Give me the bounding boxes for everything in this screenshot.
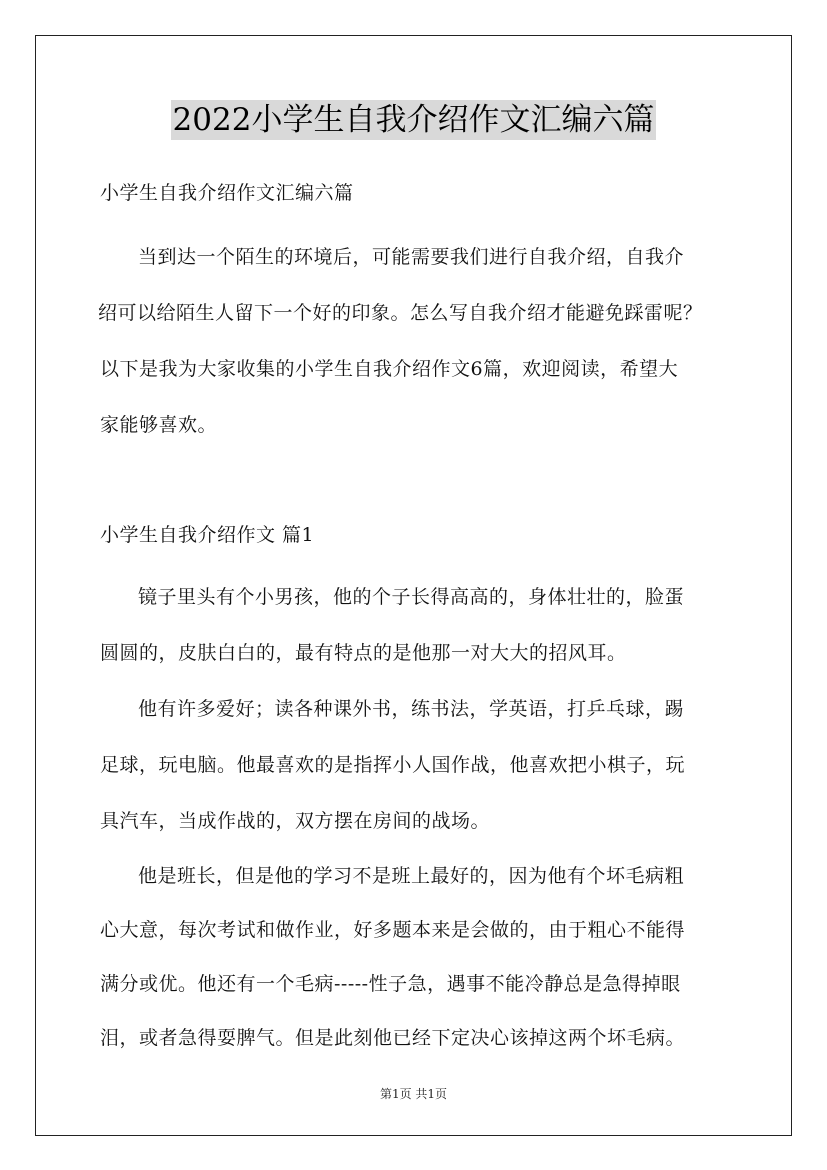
- paragraph-line: 泪，或者急得耍脾气。但是此刻他已经下定决心该掉这两个坏毛病。: [100, 1027, 686, 1049]
- intro-line: 当到达一个陌生的环境后，可能需要我们进行自我介绍，自我介: [138, 246, 685, 268]
- document-subtitle: 小学生自我介绍作文汇编六篇: [100, 182, 354, 204]
- intro-line: 以下是我为大家收集的小学生自我介绍作文6篇，欢迎阅读，希望大: [100, 358, 679, 380]
- section-heading: 小学生自我介绍作文 篇1: [100, 524, 315, 546]
- title-wrap: [0, 100, 827, 140]
- paragraph-2: [100, 681, 730, 849]
- paragraph-line: 他有许多爱好；读各种课外书，练书法，学英语，打乒乓球，踢: [138, 698, 685, 720]
- document-body: [100, 175, 730, 1065]
- page-footer: 第1页 共1页: [379, 1087, 448, 1101]
- paragraph-1: [100, 569, 730, 681]
- intro-line: 家能够喜欢。: [100, 414, 218, 436]
- intro-line: 绍可以给陌生人留下一个好的印象。怎么写自我介绍才能避免踩雷呢？: [98, 302, 703, 324]
- paragraph-line: 具汽车，当成作战的，双方摆在房间的战场。: [100, 810, 491, 832]
- paragraph-line: 足球，玩电脑。他最喜欢的是指挥小人国作战，他喜欢把小棋子，玩: [100, 754, 686, 776]
- document-title: 2022小学生自我介绍作文汇编六篇: [172, 102, 655, 138]
- paragraph-line: 圆圆的，皮肤白白的，最有特点的是他那一对大大的招风耳。: [100, 642, 627, 664]
- intro-paragraph: [100, 229, 730, 453]
- paragraph-line: 他是班长，但是他的学习不是班上最好的，因为他有个坏毛病粗: [138, 865, 685, 887]
- paragraph-line: 镜子里头有个小男孩，他的个子长得高高的，身体壮壮的，脸蛋: [138, 586, 685, 608]
- paragraph-3: [100, 849, 730, 1065]
- paragraph-line: 心大意，每次考试和做作业，好多题本来是会做的，由于粗心不能得: [100, 919, 686, 941]
- paragraph-line: 满分或优。他还有一个毛病-----性子急，遇事不能冷静总是急得掉眼: [100, 973, 681, 995]
